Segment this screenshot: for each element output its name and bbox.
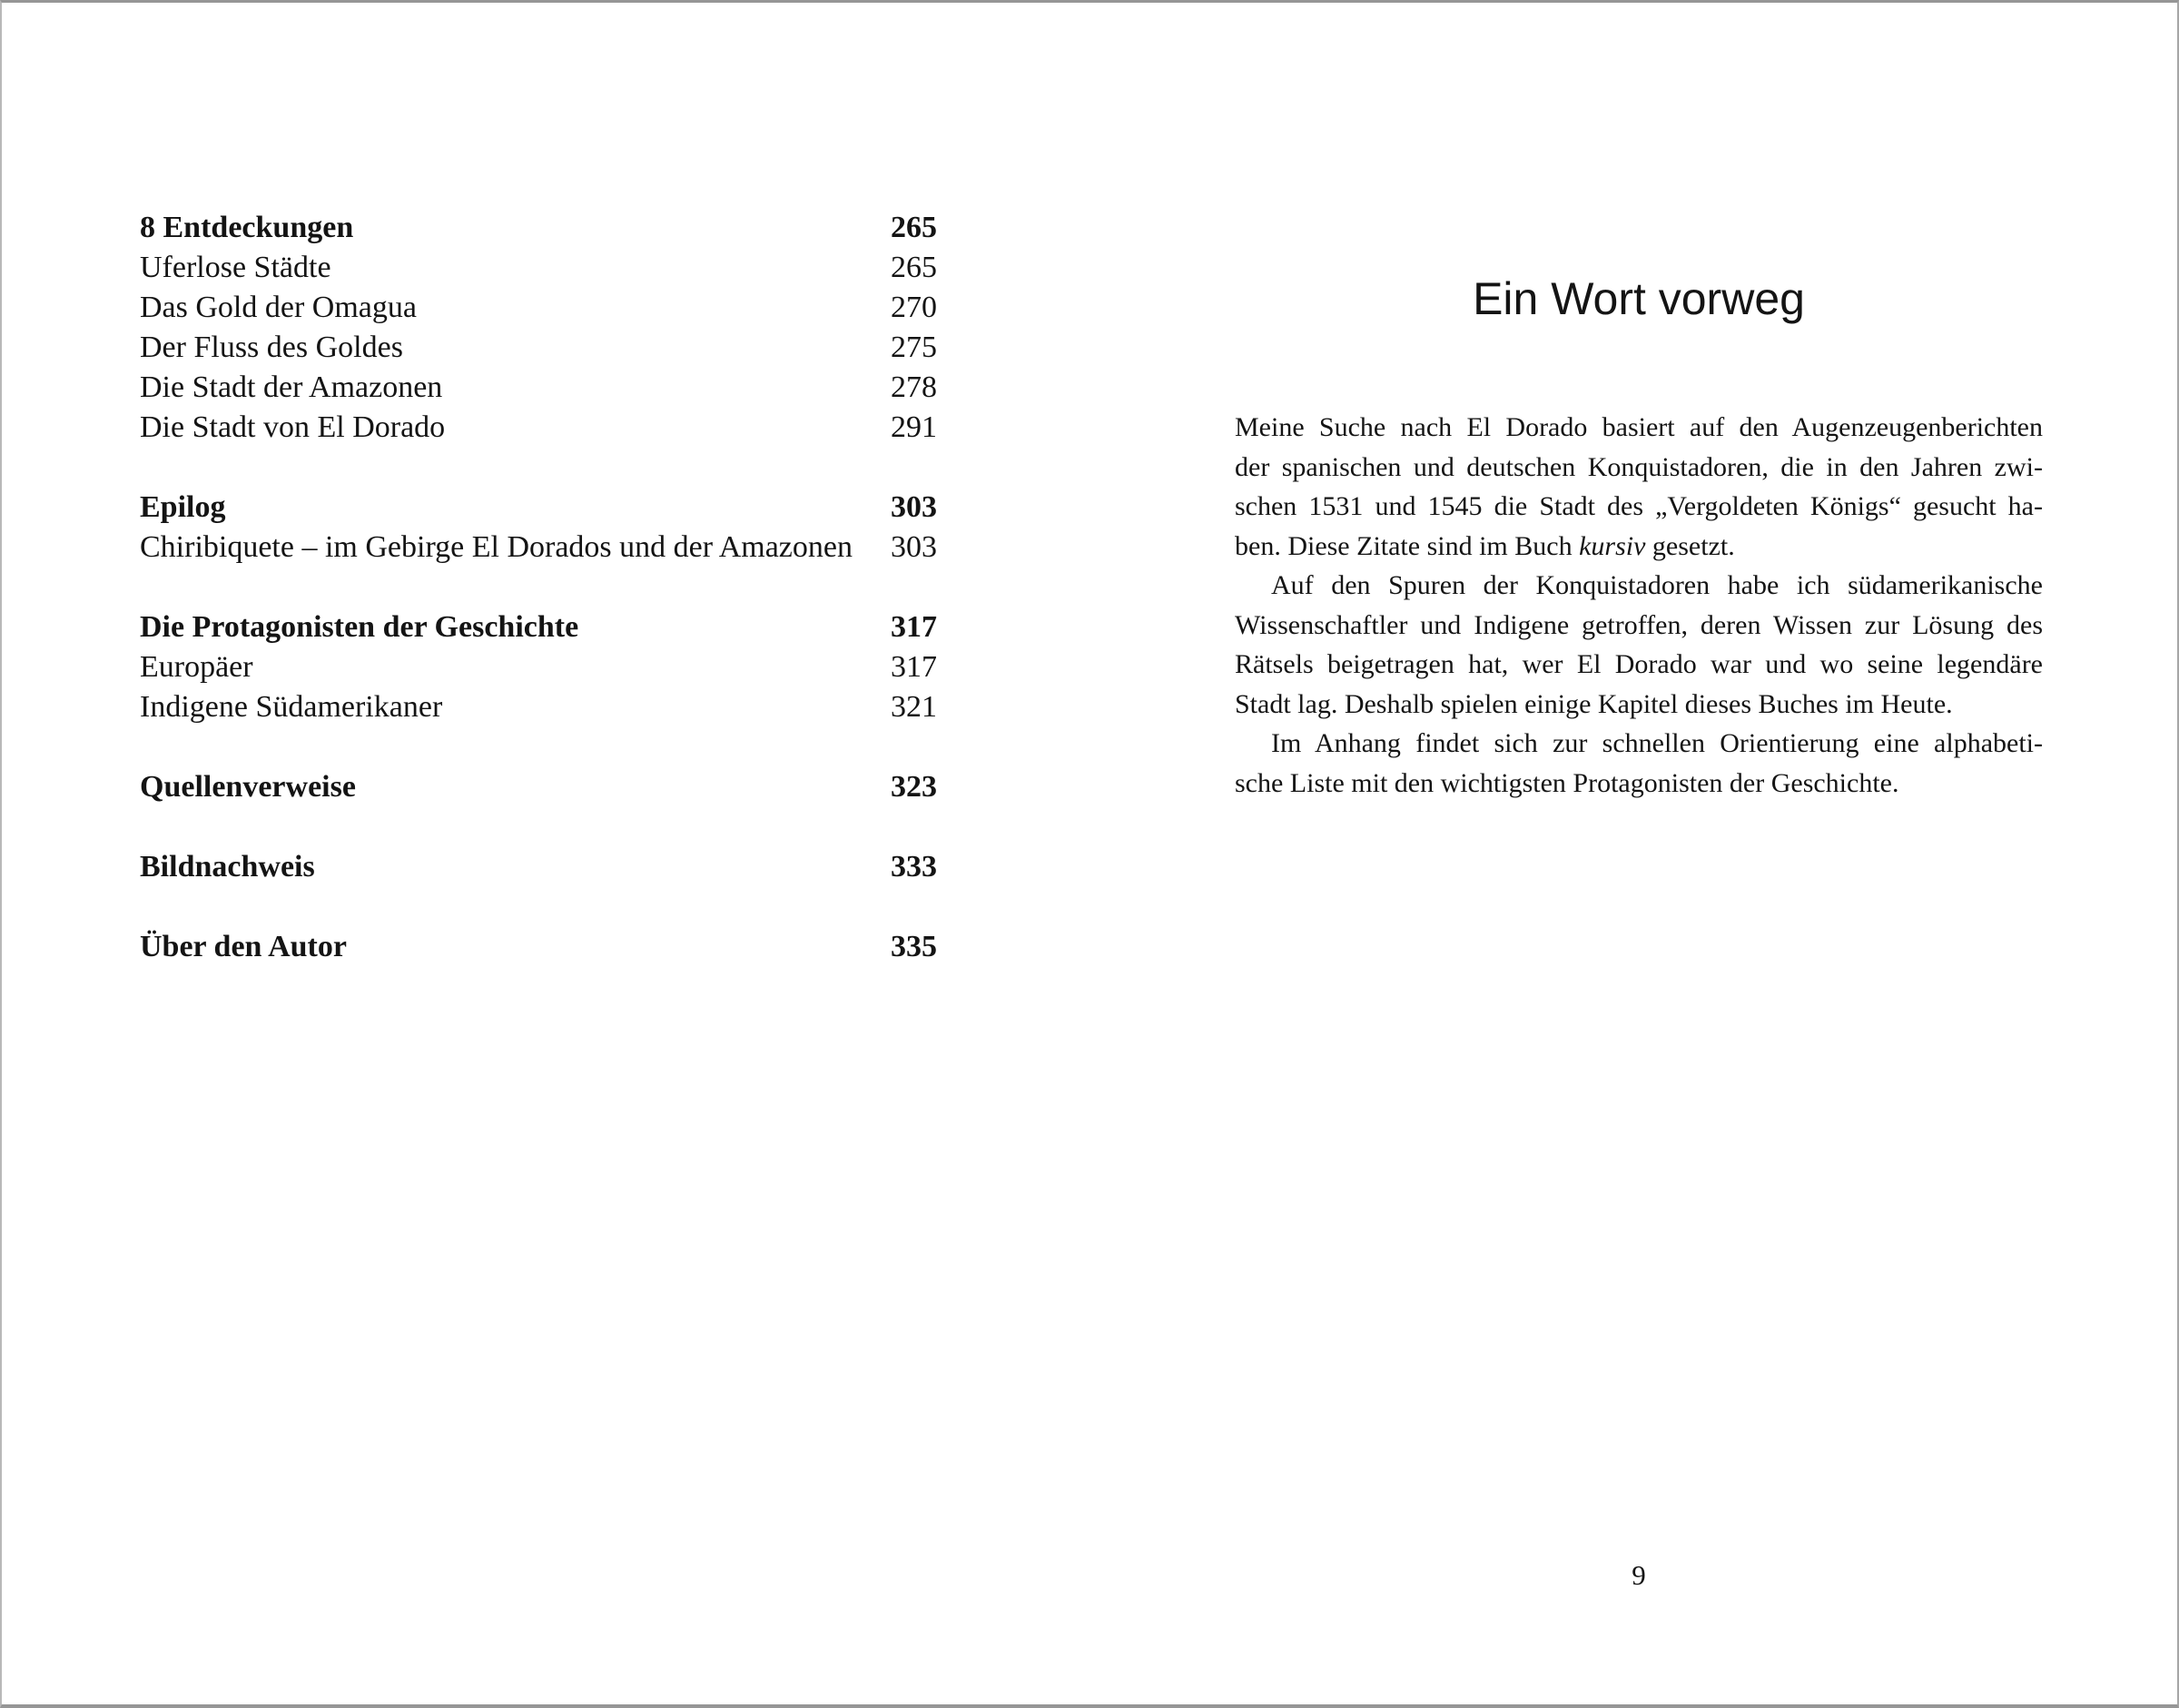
- toc-group: [140, 208, 937, 448]
- toc-entry-label: Die Stadt von El Dorado: [140, 410, 446, 444]
- preface-text-line: Meine Suche nach El Dorado basiert auf den Augenzeugenberichten: [1235, 412, 2043, 442]
- toc-entry-label: Epilog: [140, 490, 226, 524]
- preface-text-line: Stadt lag. Deshalb spielen einige Kapitel dieses Buches im Heute.: [1235, 688, 1953, 719]
- toc-entry: [140, 368, 937, 408]
- toc-entry-label: Über den Autor: [140, 930, 347, 963]
- toc-group: [140, 927, 937, 967]
- toc-entry-page: 291: [891, 410, 937, 444]
- preface-text-line: sche Liste mit den wichtigsten Protagonisten der Geschichte.: [1235, 767, 1899, 798]
- page-number: 9: [1632, 1559, 1646, 1591]
- preface-body: [1235, 408, 2043, 803]
- toc-entry: [140, 408, 937, 448]
- preface-text-line: Auf den Spuren der Konquistadoren habe ich südamerikanische: [1271, 570, 2043, 600]
- toc-entry-page: 270: [891, 291, 937, 324]
- toc-group: [140, 847, 937, 887]
- toc-entry: [140, 528, 937, 568]
- preface-text-line: ben. Diese Zitate sind im Buch kursiv gesetzt.: [1235, 530, 1735, 561]
- toc-entry-label: Die Stadt der Amazonen: [140, 370, 443, 404]
- toc-entry-label: Das Gold der Omagua: [140, 291, 417, 324]
- toc-entry: [140, 488, 937, 528]
- toc-entry-label: Europäer: [140, 650, 253, 684]
- toc-entry-page: 333: [891, 850, 937, 884]
- toc-entry-page: 303: [891, 490, 937, 524]
- toc-entry-label: Quellenverweise: [140, 770, 356, 804]
- preface-text-line: Wissenschaftler und Indigene getroffen, deren Wissen zur Lösung des: [1235, 609, 2043, 640]
- toc-entry: [140, 687, 937, 727]
- toc-entry-page: 303: [891, 530, 937, 564]
- toc-entry-page: 323: [891, 770, 937, 804]
- toc-entry-label: Die Protagonisten der Geschichte: [140, 610, 579, 644]
- toc-entry: [140, 927, 937, 967]
- toc-entry-label: Chiribiquete – im Gebirge El Dorados und der Amazonen: [140, 530, 853, 564]
- toc-group: [140, 488, 937, 568]
- toc-entry-page: 275: [891, 331, 937, 364]
- toc-entry-label: Indigene Südamerikaner: [140, 690, 443, 724]
- toc-group: [140, 767, 937, 807]
- toc-entry-label: Bildnachweis: [140, 850, 315, 884]
- table-of-contents: [140, 208, 937, 967]
- toc-entry-page: 321: [891, 690, 937, 724]
- preface-text-line: Im Anhang findet sich zur schnellen Orientierung eine alphabeti-: [1271, 728, 2043, 758]
- toc-entry-page: 317: [891, 650, 937, 684]
- preface-text-line: der spanischen und deutschen Konquistadoren, die in den Jahren zwi-: [1235, 451, 2043, 482]
- toc-entry-page: 335: [891, 930, 937, 963]
- toc-entry-label: 8 Entdeckungen: [140, 211, 354, 244]
- toc-entry-page: 278: [891, 370, 937, 404]
- toc-entry: [140, 208, 937, 248]
- toc-entry: [140, 767, 937, 807]
- toc-entry: [140, 288, 937, 328]
- toc-entry: [140, 248, 937, 288]
- toc-entry-page: 317: [891, 610, 937, 644]
- toc-entry: [140, 328, 937, 368]
- toc-entry-label: Der Fluss des Goldes: [140, 331, 403, 364]
- toc-entry: [140, 847, 937, 887]
- toc-entry: [140, 647, 937, 687]
- preface-title: Ein Wort vorweg: [1473, 273, 1805, 324]
- preface-text-line: schen 1531 und 1545 die Stadt des „Vergoldeten Königs“ gesucht ha-: [1235, 491, 2043, 521]
- toc-entry-label: Uferlose Städte: [140, 251, 331, 284]
- toc-entry-page: 265: [891, 251, 937, 284]
- toc-group: [140, 607, 937, 727]
- toc-entry: [140, 607, 937, 647]
- preface-text-line: Rätsels beigetragen hat, wer El Dorado war und wo seine legendäre: [1235, 649, 2043, 679]
- toc-entry-page: 265: [891, 211, 937, 244]
